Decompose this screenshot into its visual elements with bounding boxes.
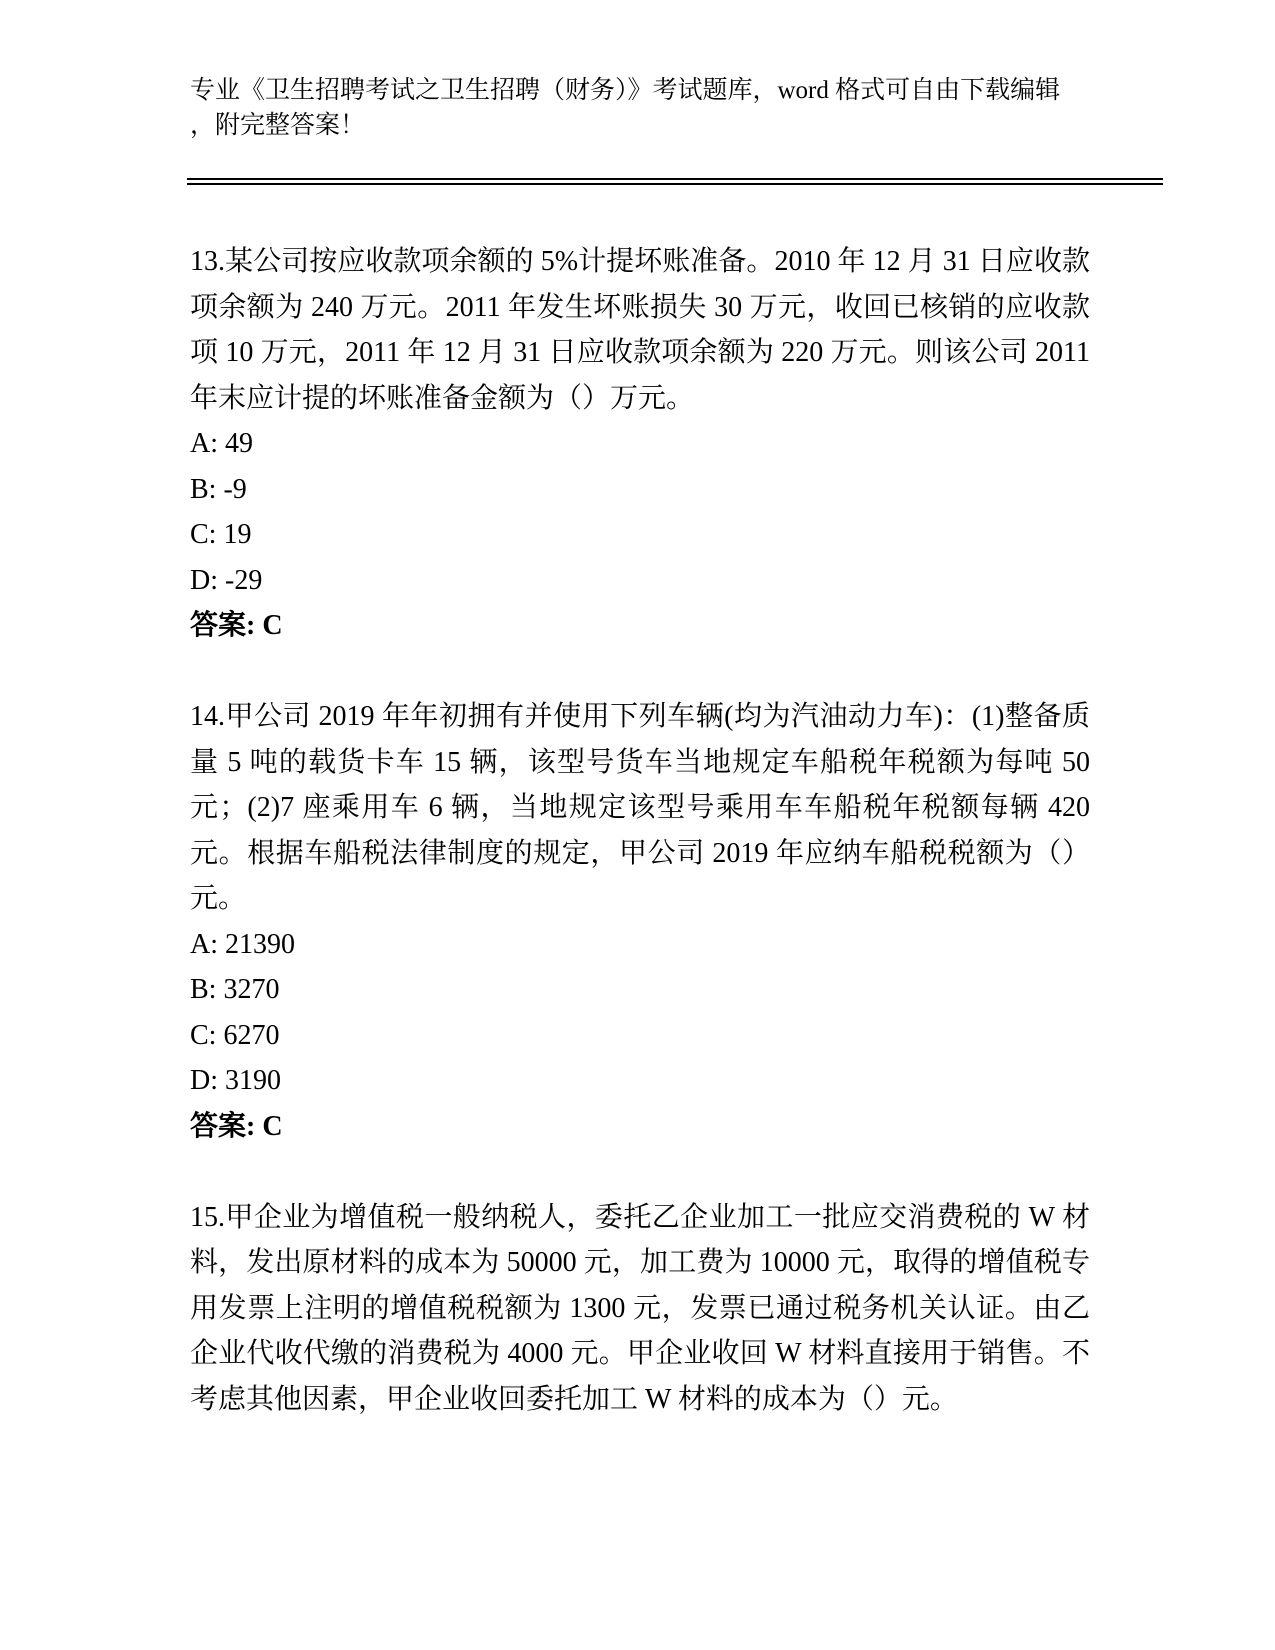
question-13-option-b: B: -9 xyxy=(190,473,247,505)
header-divider-rule xyxy=(187,178,1163,185)
question-14-option-c: C: 6270 xyxy=(190,1019,280,1051)
question-13-option-a: A: 49 xyxy=(190,428,253,459)
question-14-option-d: D: 3190 xyxy=(190,1065,281,1096)
question-15-text: 15.甲企业为增值税一般纳税人，委托乙企业加工一批应交消费税的 W 材料，发出原材料的成本为 50000 元，加工费为 10000 元，取得的增值税专用发票上注明的增值税税额为 1300 元，发票已通过税务机关认证。由乙企业代收代缴的消费税为 4000 元。甲企业收回 W 材料直接用于销售。不考虑其他因素，甲企业收回委托加工 W 材料的成本为（）元。 xyxy=(190,1201,1090,1415)
question-14-option-b: B: 3270 xyxy=(190,974,280,1005)
question-13-option-c: C: 19 xyxy=(190,519,252,550)
question-14 xyxy=(190,694,1090,1149)
question-13 xyxy=(190,239,1090,649)
question-13-text: 13.某公司按应收款项余额的 5%计提坏账准备。2010 年 12 月 31 日应收款项余额为 240 万元。2011 年发生坏账损失 30 万元，收回已核销的应收款项 10 万元，2011 年 12 月 31 日应收款项余额为 220 万元。则该公司 2011 年末应计提的坏账准备金额为（）万元。 xyxy=(190,246,1090,414)
question-13-answer: 答案: C xyxy=(190,610,283,641)
question-14-option-a: A: 21390 xyxy=(190,928,295,960)
document-body xyxy=(190,239,1090,1422)
header-text-line-1: 专业《卫生招聘考试之卫生招聘（财务）》考试题库，word 格式可自由下载编辑 xyxy=(190,77,1061,104)
question-14-answer: 答案: C xyxy=(190,1110,283,1142)
question-15 xyxy=(190,1195,1090,1423)
header-text-line-2: ，附完整答案！ xyxy=(190,112,366,139)
question-13-option-d: D: -29 xyxy=(190,564,263,596)
question-14-text: 14.甲公司 2019 年年初拥有并使用下列车辆(均为汽油动力车)：(1)整备质量 5 吨的载货卡车 15 辆，该型号货车当地规定车船税年税额为每吨 50 元；(2)7 座乘用车 6 辆，当地规定该型号乘用车车船税年税额每辆 420 元。根据车船税法律制度的规定，甲公司 2019 年应纳车船税税额为（）元。 xyxy=(190,701,1090,914)
document-header xyxy=(190,73,1090,143)
